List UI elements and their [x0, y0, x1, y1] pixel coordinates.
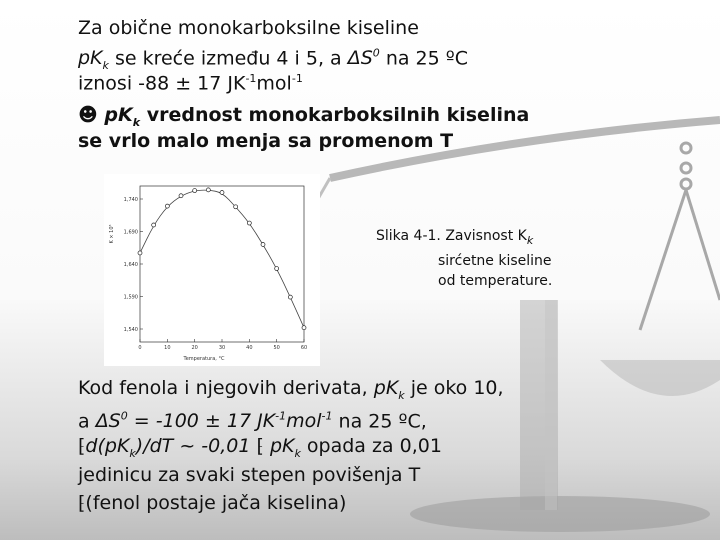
y-tick-label: 1,640 — [123, 262, 138, 268]
fit-curve — [140, 190, 304, 328]
text-line-4: ☻ $pK_k$ vrednost monokarboksilnih kiselina — [78, 104, 530, 129]
text-line-8: $⁅d(pK_k)/dT$ ~ -0,01 ⁅ $pK_k$ opada za 0,01 — [78, 435, 442, 460]
x-tick-label: 10 — [164, 345, 171, 351]
bullet-icon-1: ⁅ — [78, 435, 86, 457]
caption-line-3: od temperature. — [438, 272, 553, 289]
x-tick-label: 20 — [191, 345, 198, 351]
figure-acetic-acid-chart — [104, 174, 320, 366]
data-point — [206, 188, 210, 192]
y-tick-label: 1,690 — [123, 229, 138, 236]
y-tick-label: 1,540 — [123, 327, 138, 333]
chart-svg — [104, 174, 320, 366]
data-point — [220, 191, 224, 195]
x-tick-label: 50 — [273, 345, 280, 351]
data-point — [302, 326, 306, 330]
text-line-6: Kod fenola i njegovih derivata, $pK_k$ je oko 10, — [78, 377, 504, 402]
data-point — [247, 221, 251, 225]
x-tick-label: 40 — [246, 345, 253, 351]
text-line-5: se vrlo malo menja sa promenom T — [78, 130, 454, 152]
y-axis-label: K × 10⁵ — [109, 224, 115, 244]
smiley-bullet-icon: ☻ — [78, 104, 98, 126]
data-point — [261, 243, 265, 247]
x-tick-label: 60 — [300, 345, 308, 351]
data-point — [275, 267, 279, 271]
bullet-icon-3: ⁅ — [78, 492, 86, 514]
bullet-icon-2: ⁅ — [256, 435, 264, 457]
y-tick-label: 1,740 — [123, 197, 138, 203]
x-tick-label: 30 — [218, 345, 226, 351]
data-point — [138, 251, 142, 255]
figure-caption — [376, 226, 552, 291]
text-line-1: Za obične monokarboksilne kiseline — [78, 17, 419, 39]
data-point — [179, 194, 183, 198]
x-tick-label: 0 — [138, 345, 142, 351]
data-point — [288, 295, 292, 299]
plot-frame — [140, 186, 304, 342]
x-axis-label: Temperatura, °C — [183, 356, 225, 362]
caption-line-1: Slika 4-1. Zavisnost $K_k$ — [376, 228, 534, 247]
text-line-3: iznosi -88 ± 17 $JK^{-1}mol^{-1}$ — [78, 72, 303, 95]
caption-line-2: sirćetne kiseline — [438, 252, 552, 269]
data-point — [152, 223, 156, 227]
y-tick-label: 1,590 — [123, 294, 138, 301]
data-point — [234, 205, 238, 209]
text-line-2: $pK_k$ se kreće između 4 i 5, a $\Delta S^0$ na 25 ºC — [78, 47, 468, 73]
data-point — [193, 189, 197, 193]
text-line-9: jedinicu za svaki stepen povišenja T — [78, 464, 421, 486]
text-line-7: a $\Delta S^0 = -100 \pm 17$ $JK^{-1}mol^{-1}$ na 25 ºC, — [78, 410, 427, 433]
data-point — [165, 204, 169, 208]
text-line-10: ⁅(fenol postaje jača kiselina) — [78, 492, 347, 514]
